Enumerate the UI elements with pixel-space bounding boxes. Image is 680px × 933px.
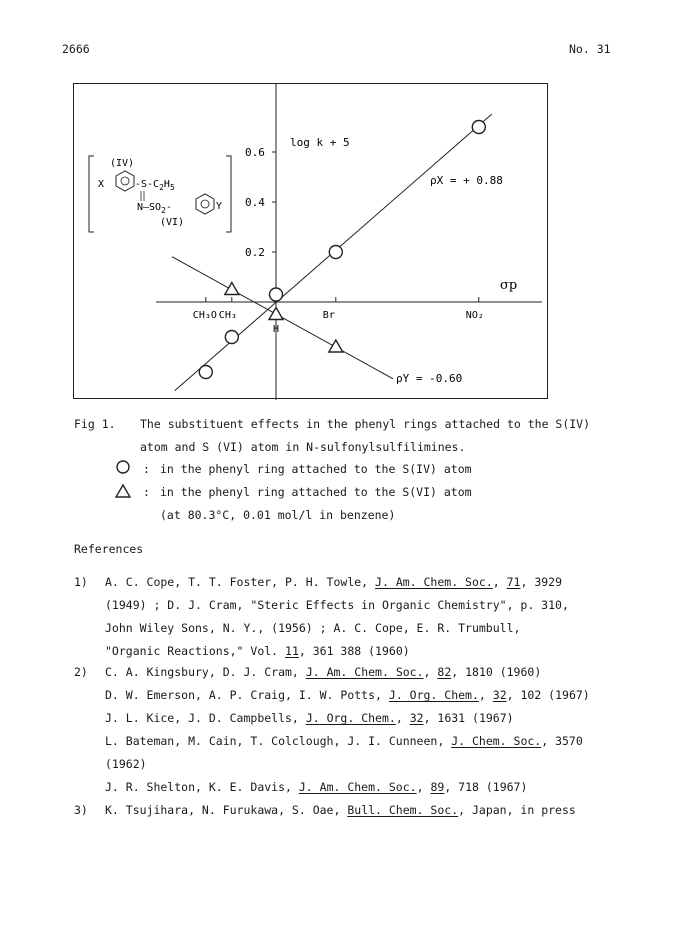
chemical-structure bbox=[89, 156, 231, 232]
triangle-data-point bbox=[269, 308, 283, 320]
caption-conditions: (at 80.3°C, 0.01 mol/l in benzene) bbox=[160, 508, 396, 522]
triangle-data-point bbox=[225, 283, 239, 295]
ref-3-line-1: K. Tsujihara, N. Furukawa, S. Oae, Bull. Chem. Soc., Japan, in press bbox=[105, 803, 576, 817]
legend-triangle-text: in the phenyl ring attached to the S(VI) atom bbox=[160, 485, 472, 499]
y-axis-label: log k + 5 bbox=[290, 136, 350, 149]
ring-2-circle bbox=[201, 200, 209, 208]
legend-circle-icon bbox=[115, 459, 131, 475]
x-tick-label: H bbox=[273, 324, 280, 335]
s-group: $-S-C_2H_5$ bbox=[135, 179, 175, 192]
caption-line-2: atom and S (VI) atom in N-sulfonylsulfilimines. bbox=[140, 440, 466, 454]
legend-triangle-separator: : bbox=[143, 485, 150, 499]
ref-2-line-1: C. A. Kingsbury, D. J. Cram, J. Am. Chem. Soc., 82, 1810 (1960) bbox=[105, 665, 542, 679]
vi-label: (VI) bbox=[160, 217, 185, 228]
x-tick-label: NO₂ bbox=[465, 310, 484, 321]
ref-3-number: 3) bbox=[74, 803, 88, 817]
x-substituent: X bbox=[98, 179, 105, 190]
y-tick-label: 0.2 bbox=[245, 246, 265, 259]
ref-1-number: 1) bbox=[74, 575, 88, 589]
references-heading: References bbox=[74, 542, 144, 556]
issue-number: No. 31 bbox=[569, 42, 611, 56]
rho-x-label: ρX = + 0.88 bbox=[430, 174, 503, 187]
triangle-data-point bbox=[329, 340, 343, 352]
y-substituent: Y bbox=[216, 201, 223, 212]
ref-2-line-5: (1962) bbox=[105, 757, 147, 771]
rho-y-label: ρY = -0.60 bbox=[396, 372, 463, 385]
benzene-ring-1-icon bbox=[116, 171, 134, 191]
ref-1-line-4: "Organic Reactions," Vol. 11, 361 388 (1960) bbox=[105, 644, 410, 658]
iv-label: (IV) bbox=[110, 158, 135, 169]
ref-2-line-6: J. R. Shelton, K. E. Davis, J. Am. Chem. Soc., 89, 718 (1967) bbox=[105, 780, 528, 794]
n-group: $N—SO_2-$ bbox=[137, 202, 172, 215]
legend-circle-text: in the phenyl ring attached to the S(IV) atom bbox=[160, 462, 472, 476]
ref-1-line-2: (1949) ; D. J. Cram, "Steric Effects in Organic Chemistry", p. 310, bbox=[105, 598, 569, 612]
left-bracket bbox=[89, 156, 94, 232]
circle-data-point bbox=[329, 246, 342, 259]
benzene-ring-2-icon bbox=[196, 194, 214, 214]
circle-data-point bbox=[472, 121, 485, 134]
x-tick-label: CH₃ bbox=[218, 310, 237, 321]
ref-2-line-2: D. W. Emerson, A. P. Craig, I. W. Potts, J. Org. Chem., 32, 102 (1967) bbox=[105, 688, 590, 702]
ref-2-number: 2) bbox=[74, 665, 88, 679]
right-bracket bbox=[226, 156, 231, 232]
x-tick-label: Br bbox=[322, 310, 335, 321]
x-axis-label: σp bbox=[500, 278, 518, 293]
figure-frame bbox=[73, 83, 548, 399]
ref-1-line-3: John Wiley Sons, N. Y., (1956) ; A. C. Cope, E. R. Trumbull, bbox=[105, 621, 521, 635]
y-tick-label: 0.4 bbox=[245, 196, 265, 209]
page-number: 2666 bbox=[62, 42, 90, 56]
legend-circle-separator: : bbox=[143, 462, 150, 476]
ref-2-line-3: J. L. Kice, J. D. Campbells, J. Org. Chem., 32, 1631 (1967) bbox=[105, 711, 514, 725]
figure-label: Fig 1. bbox=[74, 417, 116, 431]
y-tick-label: 0.6 bbox=[245, 146, 265, 159]
circle-data-point bbox=[199, 366, 212, 379]
plot-area bbox=[74, 84, 549, 400]
ref-1-line-1: A. C. Cope, T. T. Foster, P. H. Towle, J. Am. Chem. Soc., 71, 3929 bbox=[105, 575, 563, 589]
ring-1-circle bbox=[121, 177, 129, 185]
circle-data-point bbox=[270, 288, 283, 301]
legend-triangle-icon bbox=[114, 483, 132, 499]
circle-data-point bbox=[225, 331, 238, 344]
caption-line-1: The substituent effects in the phenyl rings attached to the S(IV) bbox=[140, 417, 591, 431]
ref-2-line-4: L. Bateman, M. Cain, T. Colclough, J. I. Cunneen, J. Chem. Soc., 3570 bbox=[105, 734, 583, 748]
x-tick-label: CH₃O bbox=[192, 310, 217, 321]
